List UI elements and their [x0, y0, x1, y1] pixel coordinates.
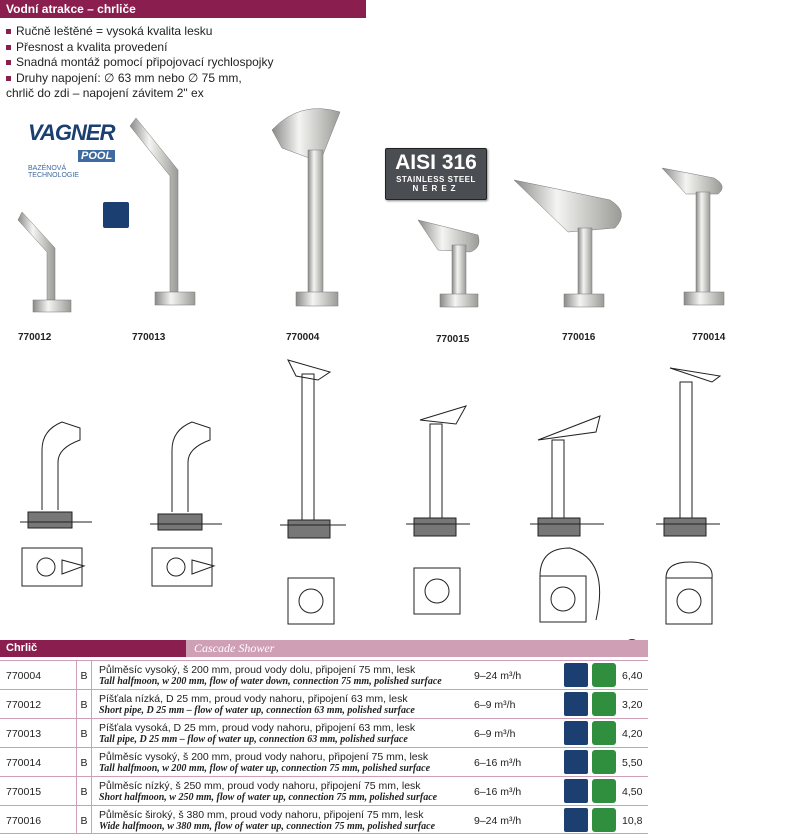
feature-item: Přesnost a kvalita provedení [6, 40, 273, 56]
logo-pool: POOL [78, 150, 115, 162]
row-description-cz: Půlměsíc nízký, š 250 mm, proud vody nahoru, připojení 75 mm, lesk [99, 780, 421, 792]
feature-item: Druhy napojení: ∅ 63 mm nebo ∅ 75 mm, [6, 71, 273, 87]
row-code: 770012 [6, 699, 42, 711]
row-weight: 3,20 [622, 699, 643, 711]
row-code: 770016 [6, 815, 42, 827]
house-icon [592, 721, 616, 745]
row-category: B [76, 748, 92, 776]
row-description-en: Wide halfmoon, w 380 mm, flow of water up, connection 75 mm, polished surface [99, 821, 436, 832]
vagner-icon [564, 721, 588, 745]
logo-subtitle: BAZÉNOVÁ TECHNOLOGIE [28, 165, 79, 179]
row-category: B [76, 661, 92, 689]
row-code: 770013 [6, 728, 42, 740]
logo-brand: VAGNER [28, 120, 115, 145]
vagner-icon [564, 663, 588, 687]
row-description-en: Tall halfmoon, w 200 mm, flow of water up, connection 75 mm, polished surface [99, 763, 431, 774]
row-category: B [76, 719, 92, 747]
product-code-label: 770012 [18, 332, 52, 343]
house-icon [592, 808, 616, 832]
row-code: 770004 [6, 670, 42, 682]
row-weight: 4,50 [622, 786, 643, 798]
table-row [0, 805, 648, 834]
table-row [0, 660, 648, 689]
drawing-770015 [406, 406, 470, 614]
table-row [0, 718, 648, 747]
table-row [0, 689, 648, 718]
row-flow: 9–24 m³/h [474, 815, 522, 827]
table-subheading: Cascade Shower [186, 640, 648, 657]
row-description-cz: Půlměsíc vysoký, š 200 mm, proud vody nahoru, připojení 75 mm, lesk [99, 751, 429, 763]
house-icon [592, 663, 616, 687]
product-table [0, 660, 648, 834]
house-icon [592, 779, 616, 803]
row-flow: 6–16 m³/h [474, 786, 522, 798]
vagner-icon [564, 750, 588, 774]
feature-item: Snadná montáž pomocí připojovací rychlospojky [6, 55, 273, 71]
drawing-770004 [280, 360, 346, 624]
row-description-cz: Půlměsíc vysoký, š 200 mm, proud vody dolu, připojení 75 mm, lesk [99, 664, 416, 676]
aisi-steel: STAINLESS STEEL [396, 175, 476, 184]
aisi-title: AISI 316 [395, 151, 477, 174]
product-photo-770016 [514, 180, 621, 307]
table-row [0, 747, 648, 776]
row-description-cz: Píšťala nízká, D 25 mm, proud vody nahoru, připojení 63 mm, lesk [99, 693, 408, 705]
drawing-770014 [656, 368, 720, 624]
product-code-label: 770004 [286, 332, 320, 343]
table-row [0, 776, 648, 805]
vagner-icon [564, 808, 588, 832]
row-weight: 5,50 [622, 757, 643, 769]
product-photo-770015 [418, 220, 479, 307]
row-description-cz: Píšťala vysoká, D 25 mm, proud vody nahoru, připojení 63 mm, lesk [99, 722, 416, 734]
row-weight: 10,8 [622, 815, 643, 827]
row-category: B [76, 806, 92, 834]
row-code: 770014 [6, 757, 42, 769]
row-description-en: Tall pipe, D 25 mm – flow of water up, connection 63 mm, polished surface [99, 734, 408, 745]
drawing-770012 [20, 422, 92, 586]
row-category: B [76, 690, 92, 718]
row-weight: 4,20 [622, 728, 643, 740]
product-code-label: 770013 [132, 332, 166, 343]
technical-drawings [20, 360, 720, 624]
table-heading: Chrlič [0, 640, 186, 657]
section-title: Vodní atrakce – chrliče [0, 0, 366, 18]
table-header [0, 640, 648, 657]
aisi-nerez: NEREZ [412, 184, 460, 193]
product-code-label: 770014 [692, 332, 726, 343]
row-flow: 9–24 m³/h [474, 670, 522, 682]
product-photo-770004 [272, 109, 340, 306]
drawing-770013 [150, 422, 222, 586]
product-photo-770012 [18, 212, 71, 312]
row-flow: 6–9 m³/h [474, 699, 516, 711]
row-flow: 6–9 m³/h [474, 728, 516, 740]
row-description-en: Tall halfmoon, w 200 mm, flow of water down, connection 75 mm, polished surface [99, 676, 442, 687]
row-flow: 6–16 m³/h [474, 757, 522, 769]
product-photo-770014 [662, 168, 724, 305]
product-code-label: 770016 [562, 332, 596, 343]
row-weight: 6,40 [622, 670, 643, 682]
drawing-770016 [530, 416, 604, 622]
row-description-en: Short halfmoon, w 250 mm, flow of water up, connection 75 mm, polished surface [99, 792, 438, 803]
vagner-icon [564, 692, 588, 716]
feature-item: Ručně leštěné = vysoká kvalita lesku [6, 24, 273, 40]
row-code: 770015 [6, 786, 42, 798]
house-icon [592, 692, 616, 716]
product-code-label: 770015 [436, 334, 470, 345]
row-description-cz: Půlměsíc široký, š 380 mm, proud vody nahoru, připojení 75 mm, lesk [99, 809, 424, 821]
feature-item-continuation: chrlič do zdi – napojení závitem 2" ex [6, 86, 204, 100]
house-icon [592, 750, 616, 774]
row-category: B [76, 777, 92, 805]
product-photo-770013 [130, 118, 195, 305]
row-description-en: Short pipe, D 25 mm – flow of water up, connection 63 mm, polished surface [99, 705, 415, 716]
vagner-icon [564, 779, 588, 803]
